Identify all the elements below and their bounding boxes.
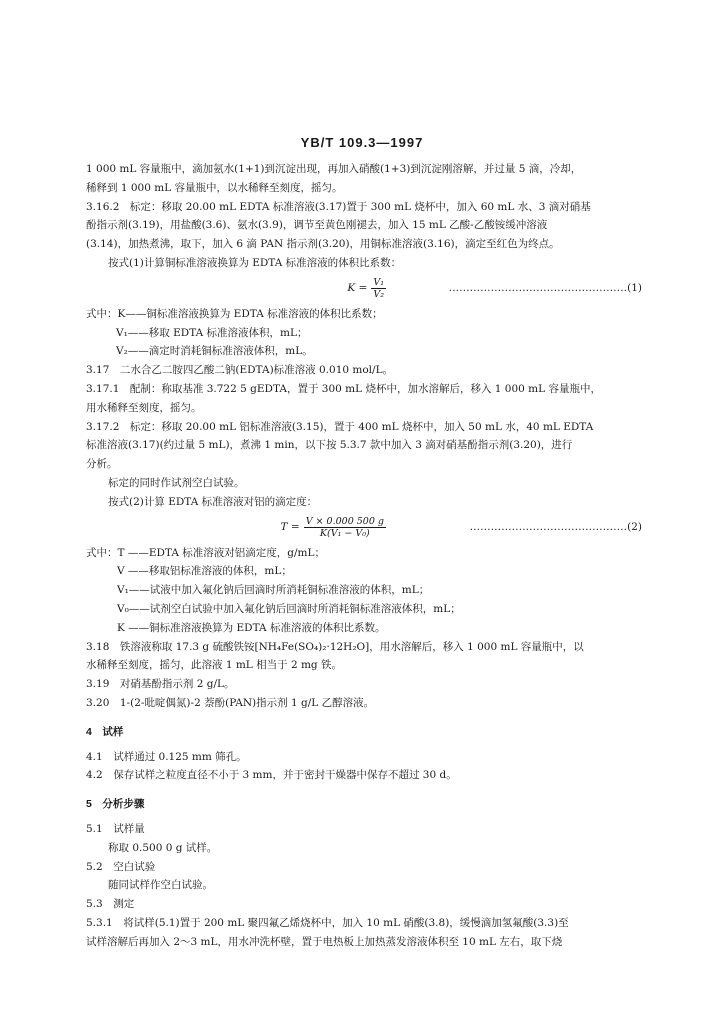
clause-3-19: 3.19 对硝基酚指示剂 2 g/L。 xyxy=(86,678,235,691)
equation-1-tag: (1) xyxy=(627,282,642,295)
paragraph-line: 随同试样作空白试验。 xyxy=(108,879,213,892)
paragraph-line: 分析。 xyxy=(86,458,118,471)
paragraph-line: 稀释到 1 000 mL 容量瓶中，以水稀释至刻度，摇匀。 xyxy=(86,181,343,194)
paragraph-line: 1 000 mL 容量瓶中，滴加氨水(1+1)到沉淀出现，再加入硝酸(1+3)到沉淀刚溶解，并过量 5 滴，冷却， xyxy=(86,163,582,175)
equation-1-lhs: K = xyxy=(347,282,368,295)
equation-2-denominator: K(V₁ − V₀) xyxy=(319,528,370,540)
paragraph-line: 酚指示剂(3.19)，用盐酸(3.6)、氨水(3.9)，调节至黄色刚褪去，加入 15 mL 乙酸-乙酸铵缓冲溶液 xyxy=(86,219,548,232)
legend-line: V ——移取铝标准溶液的体积，mL； xyxy=(117,565,292,578)
equation-2-formula xyxy=(86,516,406,539)
clause-5-3-1: 5.3.1 将试样(5.1)置于 200 mL 聚四氟乙烯烧杯中，加入 10 mL 硝酸(3.8)，缓慢滴加氢氟酸(3.3)至 xyxy=(86,916,569,929)
equation-2-numerator: V × 0.000 500 g xyxy=(305,516,384,528)
clause-3-17-1: 3.17.1 配制：称取基准 3.722 5 gEDTA，置于 300 mL 烧杯中，加水溶解后，移入 1 000 mL 容量瓶中， xyxy=(86,382,601,395)
clause-5-2: 5.2 空白试验 xyxy=(86,860,156,873)
legend-line: K ——铜标准溶液换算为 EDTA 标准溶液的体积比系数。 xyxy=(117,621,386,634)
equation-2-lhs: T = xyxy=(280,521,300,534)
clause-5-1: 5.1 试样量 xyxy=(86,822,145,835)
equation-1-numerator: V₁ xyxy=(373,277,384,289)
document-body xyxy=(86,160,642,951)
section-heading-5: 5 分析步骤 xyxy=(86,798,145,811)
clause-3-17-2: 3.17.2 标定：移取 20.00 mL 铝标准溶液(3.15)，置于 400 mL 烧杯中，加入 50 mL 水，40 mL EDTA xyxy=(86,420,594,433)
legend-line: V₁——试液中加入氟化钠后回滴时所消耗铜标准溶液的体积，mL； xyxy=(117,584,430,597)
clause-3-18: 3.18 铁溶液称取 17.3 g 硫酸铁铵[NH₄Fe(SO₄)₂·12H₂O]，用水溶解后，移入 1 000 mL 容量瓶中，以 xyxy=(86,640,584,653)
paragraph-line: 用水稀释至刻度，摇匀。 xyxy=(86,401,202,414)
paragraph-line: 水稀释至刻度，摇匀，此溶液 1 mL 相当于 2 mg 铁。 xyxy=(86,659,342,672)
paragraph-line: (3.14)，加热煮沸，取下，加入 6 滴 PAN 指示剂(3.20)，用铜标准溶液(3.16)，滴定至红色为终点。 xyxy=(86,238,560,251)
equation-1-fraction xyxy=(371,277,386,300)
paragraph-line: 称取 0.500 0 g 试样。 xyxy=(108,841,218,854)
legend-line: 式中：K——铜标准溶液换算为 EDTA 标准溶液的体积比系数； xyxy=(86,307,383,320)
paragraph-line: 标定的同时作试剂空白试验。 xyxy=(108,476,245,489)
equation-2-leader xyxy=(406,518,642,537)
paragraph-line: 按式(2)计算 EDTA 标准溶液对铝的滴定度： xyxy=(108,495,318,508)
paragraph-line: 试样溶解后再加入 2～3 mL，用水冲洗杯壁，置于电热板上加热蒸发溶液体积至 10 mL 左右，取下烧 xyxy=(86,935,563,948)
clause-3-16-2: 3.16.2 标定：移取 20.00 mL EDTA 标准溶液(3.17)置于 300 mL 烧杯中，加入 60 mL 水、3 滴对硝基 xyxy=(86,200,591,213)
legend-line: V₀——试剂空白试验中加入氟化钠后回滴时所消耗铜标准溶液体积，mL； xyxy=(117,602,461,615)
equation-leader-dots: ……………………………………… xyxy=(469,521,628,534)
equation-2-tag: (2) xyxy=(627,521,642,534)
legend-line: 式中：T ——EDTA 标准溶液对铝滴定度，g/mL； xyxy=(86,546,325,559)
standard-code-header: YB/T 109.3—1997 xyxy=(300,135,424,150)
paragraph-line: 按式(1)计算铜标准溶液换算为 EDTA 标准溶液的体积比系数： xyxy=(108,256,402,269)
equation-leader-dots: …………………………………………… xyxy=(448,282,628,295)
equation-1-formula xyxy=(86,277,406,300)
equation-1 xyxy=(86,275,642,303)
equation-2-fraction xyxy=(304,516,386,539)
legend-line: V₁——移取 EDTA 标准溶液体积，mL； xyxy=(116,326,308,339)
equation-2 xyxy=(86,514,642,542)
clause-5-3: 5.3 测定 xyxy=(86,898,135,911)
clause-4-1: 4.1 试样通过 0.125 mm 筛孔。 xyxy=(86,750,247,763)
equation-1-leader xyxy=(406,279,642,298)
equation-1-denominator: V₂ xyxy=(373,289,384,301)
legend-line: V₂——滴定时消耗铜标准溶液体积，mL。 xyxy=(116,345,313,358)
clause-3-17: 3.17 二水合乙二胺四乙酸二钠(EDTA)标准溶液 0.010 mol/L。 xyxy=(86,364,394,377)
clause-3-20: 3.20 1-(2-吡啶偶氮)-2 萘酚(PAN)指示剂 1 g/L 乙醇溶液。 xyxy=(86,696,375,709)
paragraph-line: 标准溶液(3.17)(约过量 5 mL)，煮沸 1 min，以下按 5.3.7 款中加入 3 滴对硝基酚指示剂(3.20)，进行 xyxy=(86,439,573,452)
clause-4-2: 4.2 保存试样之粒度直径不小于 3 mm，并于密封干燥器中保存不超过 30 d。 xyxy=(86,769,457,782)
section-heading-4: 4 试样 xyxy=(86,725,124,738)
